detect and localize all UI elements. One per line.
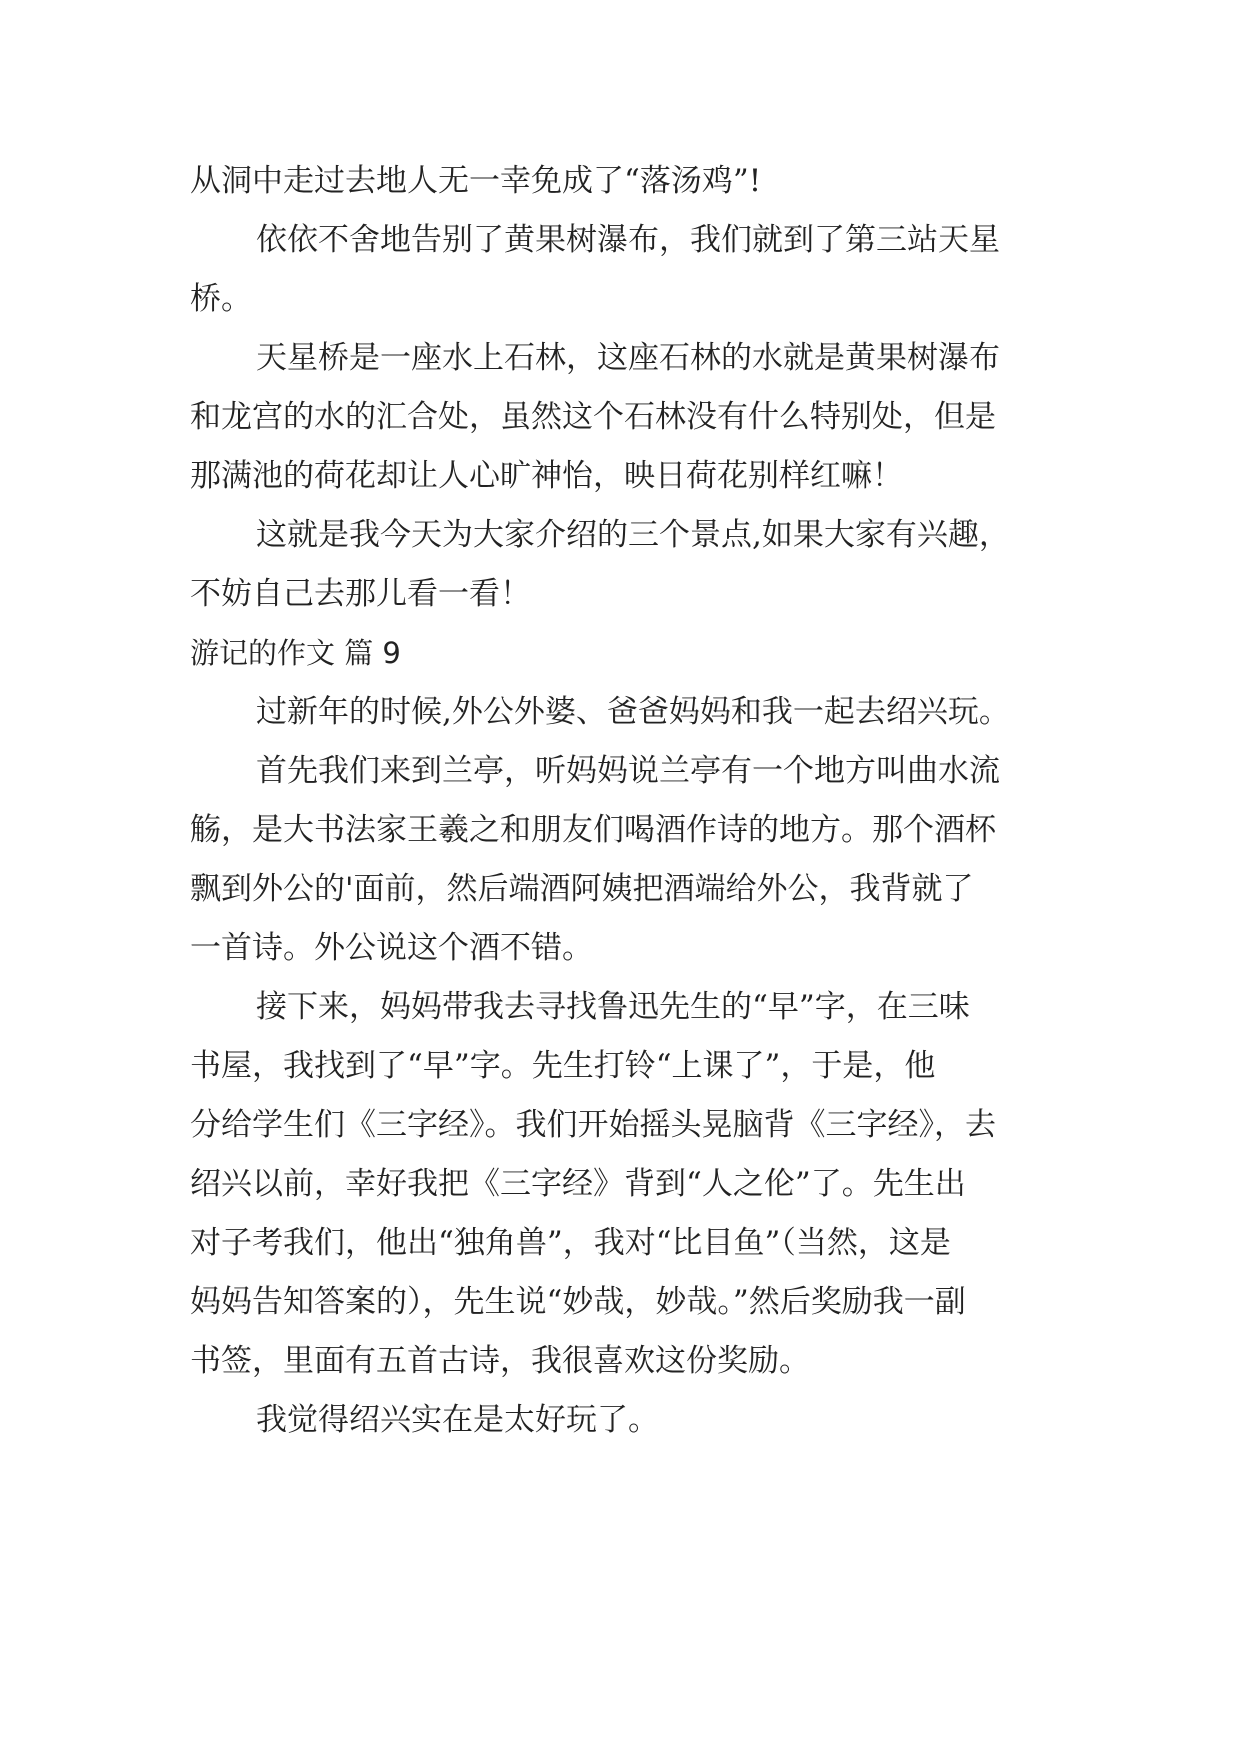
paragraph-start-line: 首先我们来到兰亭，听妈妈说兰亭有一个地方叫曲水流 (256, 753, 1000, 789)
text-line: 桥。 (190, 281, 252, 317)
text-line: 书签，里面有五首古诗，我很喜欢这份奖励。 (190, 1343, 810, 1379)
paragraph-start-line: 接下来，妈妈带我去寻找鲁迅先生的“早”字，在三味 (256, 989, 970, 1025)
paragraph-start-line: 我觉得绍兴实在是太好玩了。 (256, 1402, 659, 1438)
paragraph-start-line: 这就是我今天为大家介绍的三个景点,如果大家有兴趣， (256, 517, 1010, 553)
text-line: 妈妈告知答案的），先生说“妙哉，妙哉。”然后奖励我一副 (190, 1284, 966, 1320)
section-heading: 游记的作文 篇 9 (190, 636, 401, 670)
paragraph-start-line: 依依不舍地告别了黄果树瀑布，我们就到了第三站天星 (256, 222, 1000, 258)
text-line: 那满池的荷花却让人心旷神怡，映日荷花别样红嘛！ (190, 458, 903, 494)
paragraph-start-line: 过新年的时候,外公外婆、爸爸妈妈和我一起去绍兴玩。 (256, 694, 1010, 730)
text-line: 绍兴以前，幸好我把《三字经》背到“人之伦”了。先生出 (190, 1166, 966, 1202)
text-line: 书屋，我找到了“早”字。先生打铃“上课了”，于是，他 (190, 1048, 936, 1084)
text-line: 觞，是大书法家王羲之和朋友们喝酒作诗的地方。那个酒杯 (190, 812, 996, 848)
document-body (190, 152, 1050, 1450)
text-line: 对子考我们，他出“独角兽”，我对“比目鱼”（当然，这是 (190, 1225, 951, 1261)
paragraph-start-line: 天星桥是一座水上石林，这座石林的水就是黄果树瀑布 (256, 340, 1000, 376)
text-line: 分给学生们《三字经》。我们开始摇头晃脑背《三字经》，去 (190, 1107, 996, 1143)
text-line: 一首诗。外公说这个酒不错。 (190, 930, 593, 966)
text-line: 和龙宫的水的汇合处，虽然这个石林没有什么特别处，但是 (190, 399, 996, 435)
text-line: 从洞中走过去地人无一幸免成了“落汤鸡”! (190, 163, 762, 199)
text-line: 不妨自己去那儿看一看！ (190, 576, 531, 612)
text-line: 飘到外公的'面前，然后端酒阿姨把酒端给外公，我背就了 (190, 871, 974, 907)
